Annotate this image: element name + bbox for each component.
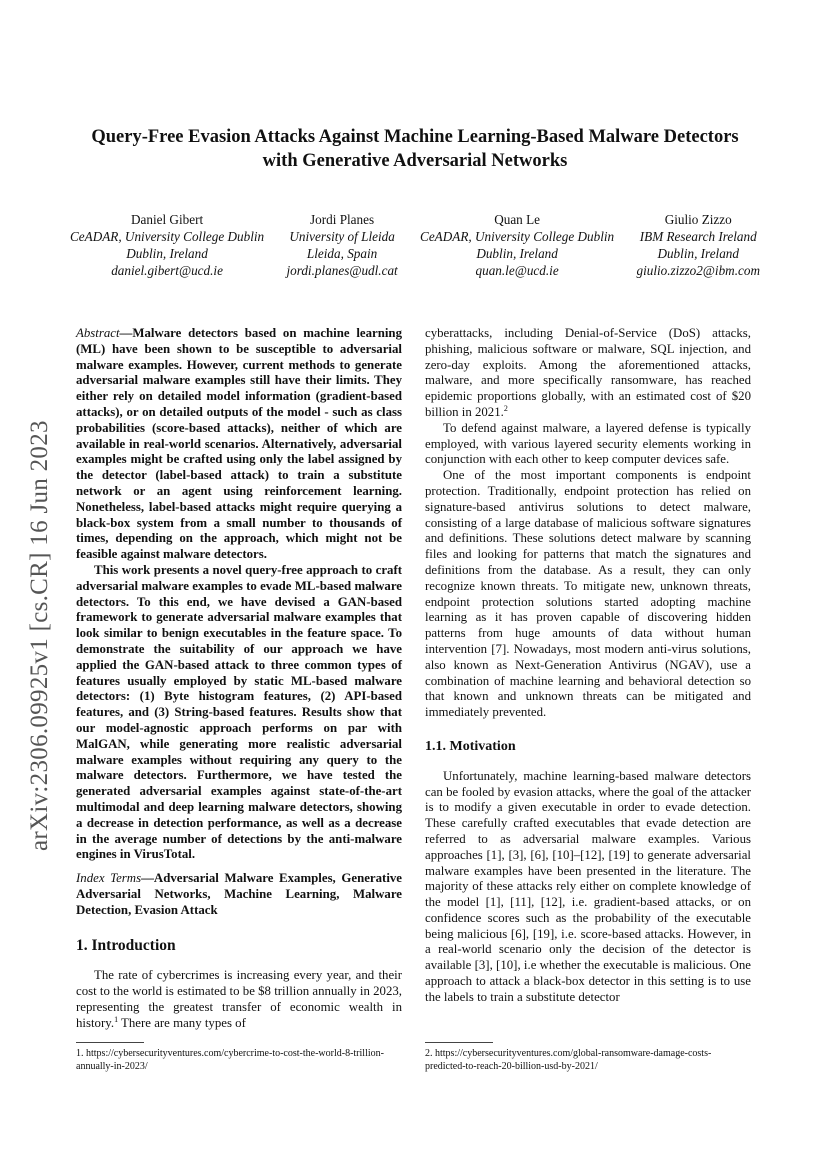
body-paragraph: Unfortunately, machine learning-based malware detectors can be fooled by evasion attacks, where the goal of the attacker is to modify a given executable in order to evade detection. These carefully crafted executables that evade detection are referred to as adversarial malware examples. Various approaches [1], [3], [6], [10]–[12], [19] to generate adversarial malware examples have been presented in the literature. The majority of these attacks rely either on complete knowledge of the model [1], [11], [12], i.e. gradient-based attacks, or on confidence scores such as the probability of the executable being malicious [6], [19], i.e. score-based attacks. However, in a real-world scenario only the decision of the detector is available [3], [10], i.e whether the executable is malicious. One approach to attack a black-box detector in this setting is to use the labels to train a substitute detector xyxy=(425,768,751,1004)
body-paragraph: One of the most important components is endpoint protection. Traditionally, endpoint protection has relied on signature-based antivirus solutions to detect malware, consisting of a large database of malicious software signatures and definitions. These solutions detect malware by scanning files and looking for patterns that match the signatures and definitions from the database. As a result, they can only recognize known threats. To mitigate new, unknown threats, endpoint protection solutions started adopting machine learning as it has proven capable of discovering hidden patterns from huge amounts of data without human intervention [7]. Nowadays, most modern anti-virus solutions, also known as Next-Generation Antivirus (NGAV), use a combination of machine learning and behavioral detection so that known and unknown threats can be mitigated and immediately prevented. xyxy=(425,468,751,720)
abstract-text: —Malware detectors based on machine learning (ML) have been shown to be susceptible to adversarial malware examples. However, current methods to generate adversarial malware examples still have their limits. They either rely on detailed model information (gradient-based attacks), or on detailed outputs of the model - such as class probabilities (score-based attacks), neither of which are available in real-world scenarios. Alternatively, adversarial examples might be crafted using only the label assigned by the detector (label-based attack) to train a substitute network or an agent using reinforcement learning. Nonetheless, label-based attacks might require querying a black-box system from a small number to thousands of times, depending on the approach, which might not be feasible against malware detectors. xyxy=(76,326,402,562)
author-email: giulio.zizzo2@ibm.com xyxy=(636,263,760,278)
author-block xyxy=(70,211,760,279)
author-email: daniel.gibert@ucd.ie xyxy=(111,263,223,278)
author-name: Jordi Planes xyxy=(310,212,375,227)
intro-text-tail: There are many types of xyxy=(118,1015,246,1030)
subsection-heading-motivation: 1.1. Motivation xyxy=(425,738,516,754)
author xyxy=(420,211,614,279)
author-affiliation: CeADAR, University College Dublin xyxy=(420,229,615,244)
footnote-ref: 2 xyxy=(503,403,508,413)
author-name: Quan Le xyxy=(494,212,540,227)
author-location: Dublin, Ireland xyxy=(657,246,739,261)
body-text: cyberattacks, including Denial-of-Service (DoS) attacks, phishing, malicious software or malware, SQL injection, and zero-day exploits. Among the aforementioned attacks, malware, and more specifically ransomware, has reached epidemic proportions globally, with an estimated cost of $20 billion in 2021. xyxy=(425,326,751,419)
arxiv-identifier: arXiv:2306.09925v1 [cs.CR] 16 Jun 2023 xyxy=(26,420,53,851)
author-name: Daniel Gibert xyxy=(130,212,204,227)
footnote-rule xyxy=(76,1042,144,1043)
author xyxy=(286,211,397,279)
author xyxy=(636,211,760,279)
index-terms-label: Index Terms xyxy=(76,871,142,886)
body-paragraph: To defend against malware, a layered defense is typically employed, with various layered security elements working in conjunction with each other to keep computer devices safe. xyxy=(425,420,751,467)
body-paragraph xyxy=(425,326,751,421)
left-column xyxy=(76,326,402,1031)
author-email: jordi.planes@udl.cat xyxy=(286,263,398,278)
author xyxy=(70,211,264,279)
author-location: Lleida, Spain xyxy=(306,246,378,261)
author-affiliation: CeADAR, University College Dublin xyxy=(70,229,265,244)
author-location: Dublin, Ireland xyxy=(476,246,558,261)
author-location: Dublin, Ireland xyxy=(126,246,208,261)
intro-paragraph xyxy=(76,968,402,1031)
footnote: 2. https://cybersecurityventures.com/global-ransomware-damage-costs-predicted-to-reach-20-billion-usd-by-2021/ xyxy=(425,1048,712,1072)
abstract-label: Abstract xyxy=(76,326,120,340)
author-name: Giulio Zizzo xyxy=(664,212,732,227)
index-terms-text: —Adversarial Malware Examples, Generative Adversarial Networks, Machine Learning, Malware Detection, Evasion Attack xyxy=(76,871,403,917)
paper-title: Query-Free Evasion Attacks Against Machine Learning-Based Malware Detectors with Generative Adversarial Networks xyxy=(91,127,739,171)
abstract-paragraph-2: This work presents a novel query-free approach to craft adversarial malware examples to evade ML-based malware detectors. To this end, we have devised a GAN-based framework to generate adversarial malware examples that look similar to benign executables in the feature space. To demonstrate the suitability of our approach we have applied the GAN-based attack to three common types of features usually employed by static ML-based malware detectors: (1) Byte histogram features, (2) API-based features, and (3) String-based features. Results show that our model-agnostic approach performs on par with MalGAN, while generating more realistic adversarial malware examples without requiring any query to the malware detectors. Furthermore, we have tested the generated adversarial examples against state-of-the-art multimodal and deep learning malware detectors, showing a decrease in detection performance, as well as a decrease in the average number of detections by the anti-malware engines in VirusTotal. xyxy=(76,562,402,862)
author-affiliation: IBM Research Ireland xyxy=(639,229,757,244)
footnote-ref: 1 xyxy=(114,1014,119,1024)
right-column xyxy=(425,326,751,1006)
intro-text: The rate of cybercrimes is increasing every year, and their cost to the world is estimated to be $8 trillion annually in 2023, representing the greatest transfer of economic wealth in history. xyxy=(76,968,402,1030)
footnote: 1. https://cybersecurityventures.com/cybercrime-to-cost-the-world-8-trillion-annually-in-2023/ xyxy=(76,1048,384,1072)
abstract-paragraph xyxy=(76,326,402,563)
author-email: quan.le@ucd.ie xyxy=(475,263,559,278)
author-affiliation: University of Lleida xyxy=(289,229,395,244)
footnote-rule xyxy=(425,1042,493,1043)
index-terms xyxy=(76,871,402,918)
section-heading-introduction: 1. Introduction xyxy=(76,937,176,955)
